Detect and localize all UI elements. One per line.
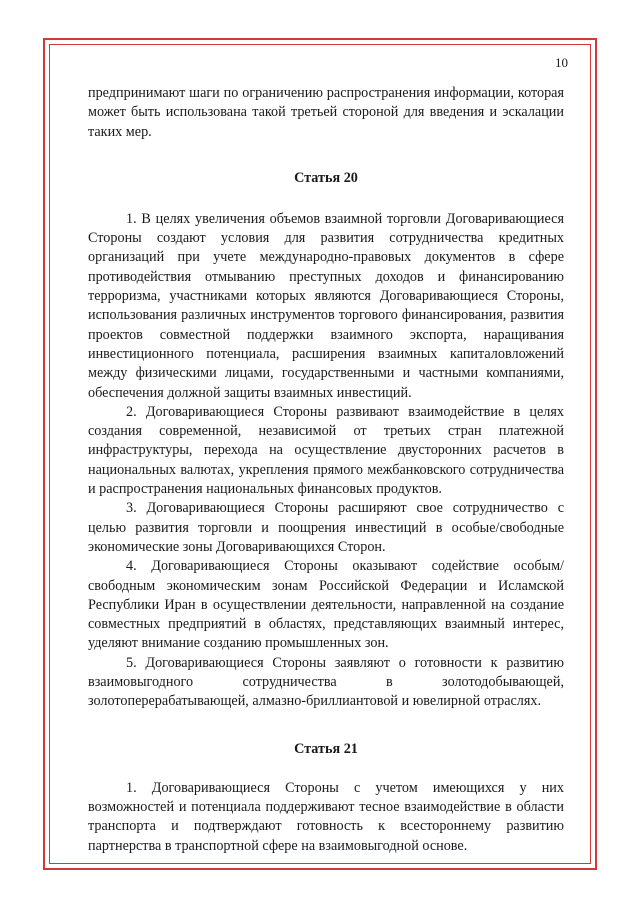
article-20-paragraph-3: 3. Договаривающиеся Стороны расширяют свое сотрудничество с целью развития торговли и поощрения инвестиций в особые/свободные экономические зоны Договаривающихся Сторон. (88, 500, 564, 555)
article-20-paragraph-2: 2. Договаривающиеся Стороны развивают взаимодействие в целях создания современной, независимой от третьих стран платежной инфраструктуры, перехода на осуществление двусторонних расчетов в национальных валютах, укрепления прямого межбанковского сотрудничества и распространения национальных финансовых продуктов. (88, 403, 564, 498)
article-21-paragraph-1: 1. Договаривающиеся Стороны с учетом имеющихся у них возможностей и потенциала поддерживают тесное взаимодействие в области транспорта и подтверждают готовность к всестороннему развитию партнерства в транспортной сфере на взаимовыгодной основе. (88, 779, 564, 854)
article-20-paragraph-5: 5. Договаривающиеся Стороны заявляют о готовности к развитию взаимовыгодного сотрудничества в золотодобывающей, золотоперерабатывающей, алмазно-бриллиантовой и ювелирной отраслях. (88, 654, 564, 710)
page-number: 10 (555, 55, 568, 70)
article-21-heading: Статья 21 (294, 740, 358, 757)
intro-paragraph: предпринимают шаги по ограничению распространения информации, которая может быть использована такой третьей стороной для введения и эскалации таких мер. (88, 85, 564, 140)
article-20-paragraph-1: 1. В целях увеличения объемов взаимной торговли Договаривающиеся Стороны создают условия для развития сотрудничества кредитных организаций при учете международно-правовых документов в сфере противодействия отмыванию преступных доходов и финансированию терроризма, участниками которых являются Договаривающиеся Стороны, использования различных инструментов торгового финансирования, развития проектов совместной поддержки взаимного экспорта, наращивания инвестиционного потенциала, расширения взаимных капиталовложений между физическими лицами, государственными и частными компаниями, обеспечения должной защиты взаимных инвестиций. (88, 210, 564, 401)
document-body (88, 84, 564, 856)
article-20-heading: Статья 20 (294, 169, 358, 186)
article-20-paragraph-4: 4. Договаривающиеся Стороны оказывают содействие особым/свободным экономическим зонам Российской Федерации и Исламской Республики Иран в осуществлении деятельности, направленной на создание совместных предприятий в областях, представляющих взаимный интерес, уделяют внимание созданию промышленных зон. (88, 558, 564, 652)
